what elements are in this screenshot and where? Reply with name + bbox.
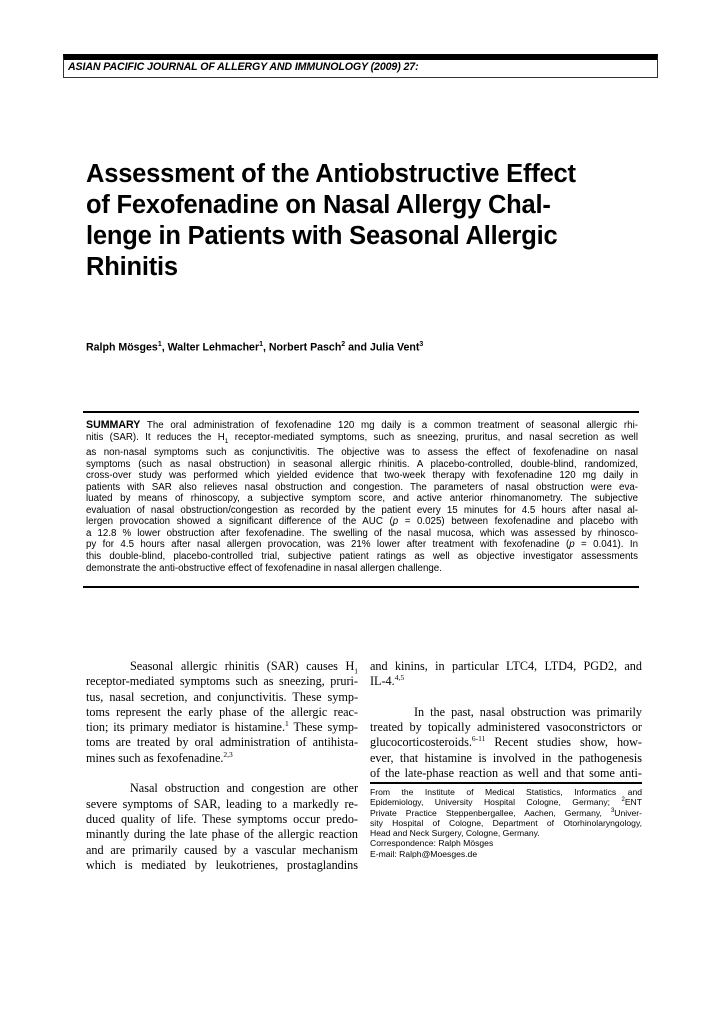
citation-ref: 4,5	[394, 673, 405, 683]
body-line: In the past, nasal obstruction was primarily	[414, 704, 642, 719]
body-line: severe symptoms of SAR, leading to a markedly re-	[86, 796, 358, 811]
body-line: Nasal obstruction and congestion are other	[130, 781, 358, 796]
body-line: tus, nasal secretion, and conjunctivitis. These symp-	[86, 689, 358, 704]
summary-abstract	[86, 420, 638, 574]
citation-ref: 6-11	[471, 734, 486, 744]
article-title	[86, 159, 646, 283]
author-separator: and	[345, 341, 370, 354]
summary-text: nitis (SAR). It reduces the H	[86, 431, 225, 443]
body-column-left	[86, 659, 358, 873]
footnote-line: sity Hospital of Cologne, Department of Otorhinolaryngology,	[370, 817, 642, 828]
author-list	[86, 341, 423, 354]
author-affiliation: 2	[341, 341, 346, 348]
summary-heading: SUMMARY	[86, 419, 141, 431]
footnote-text: ENT	[624, 797, 642, 808]
body-line: toms represent the early phase of the allergic reac-	[86, 704, 358, 719]
summary-line: demonstrate the anti-obstructive effect of fexofenadine in nasal allergen challenge.	[86, 562, 442, 574]
body-text: Seasonal allergic rhinitis (SAR) causes H	[130, 659, 355, 673]
body-line: minantly during the late phase of the allergic reaction	[86, 827, 358, 842]
body-line: which is mediated by leukotrienes, prostaglandins	[86, 857, 358, 872]
summary-line: this double-blind, placebo-controlled trial, subjective patient ratings as well as objective investigator assessments	[86, 550, 638, 562]
author-separator: ,	[262, 341, 269, 354]
p-value-symbol: p	[569, 539, 575, 551]
correspondence: Correspondence: Ralph Mösges	[370, 838, 494, 849]
body-text: tion; its primary mediator is histamine.	[86, 720, 286, 735]
footnote-text: Epidemiology, University Hospital Cologne, Germany;	[370, 797, 622, 808]
subscript: 1	[224, 437, 229, 445]
email-address: E-mail: Ralph@Moesges.de	[370, 848, 478, 859]
footnote-text: Univer-	[614, 807, 642, 818]
body-line: and kinins, in particular LTC4, LTD4, PGD2, and	[370, 659, 642, 673]
body-text: These symp-	[288, 720, 358, 735]
author-name: Ralph Mösges	[86, 341, 158, 354]
body-line: treated by topically administered vasoconstrictors or	[370, 720, 642, 735]
summary-line: a 12.8 % lower obstruction after fexofenadine. The swelling of the nasal mucosa, which was assessed by rhinosco-	[86, 527, 638, 539]
author-name: Walter Lehmacher	[167, 341, 260, 354]
body-line: toms are treated by oral administration of antihista-	[86, 735, 358, 750]
summary-line: luated by means of rhinoscopy, a subjective symptom score, and active anterior rhinomanometry. The subjective	[86, 493, 638, 505]
title-line: Rhinitis	[86, 253, 178, 281]
body-line: ever, that histamine is involved in the pathogenesis	[370, 750, 642, 765]
footnote-line	[370, 797, 642, 807]
summary-text: The oral administration of fexofenadine 120 mg daily is a common treatment of seasonal allergic rhi-	[140, 420, 638, 431]
body-line	[370, 674, 642, 689]
summary-text: receptor-mediated symptoms, such as sneezing, pruritus, and nasal secretion as well	[228, 431, 638, 443]
author-affiliation: 1	[157, 341, 162, 348]
body-line	[86, 751, 358, 766]
subscript: 1	[354, 666, 358, 676]
footnote-line	[370, 808, 642, 818]
body-column-right	[370, 659, 642, 781]
body-text: IL-4.	[370, 674, 395, 689]
footnote-line: From the Institute of Medical Statistics, Informatics and	[370, 787, 642, 797]
title-line: lenge in Patients with Seasonal Allergic	[86, 222, 558, 250]
affiliation-footnote	[370, 787, 642, 859]
footnote-rule	[370, 782, 642, 784]
summary-bottom-rule	[83, 586, 639, 588]
author-separator: ,	[161, 341, 168, 354]
body-line: of the late-phase reaction as well and that some anti-	[370, 766, 642, 781]
summary-line: cross-over study was performed which yielded evidence that two-week therapy with fexofenadine 120 mg daily in	[86, 470, 638, 482]
summary-line: as non-nasal symptoms such as conjunctivitis. The objective was to assess the effect of fexofenadine on nasal	[86, 447, 638, 459]
summary-line	[86, 420, 638, 432]
citation-ref: 2,3	[223, 749, 233, 759]
summary-line	[86, 516, 638, 528]
summary-text: py for 4.5 hours after nasal allergen provocation, was 21% lower after treatment with fexofenadine (	[86, 539, 570, 551]
affiliation-marker: 3	[610, 807, 615, 814]
author-affiliation: 3	[419, 341, 424, 348]
journal-running-head: ASIAN PACIFIC JOURNAL OF ALLERGY AND IMMUNOLOGY (2009) 27:	[68, 61, 419, 73]
body-line	[86, 720, 358, 735]
journal-header-bar	[63, 54, 658, 78]
summary-text: = 0.041). In	[574, 539, 638, 551]
body-line: duced quality of life. These symptoms occur predo-	[86, 811, 358, 826]
footnote-line: Head and Neck Surgery, Cologne, Germany.	[370, 828, 540, 839]
author-affiliation: 1	[259, 341, 263, 348]
summary-line	[86, 432, 638, 447]
body-line	[86, 659, 358, 674]
footnote-text: Private Practice Steppenbergallee, Aachen, Germany,	[370, 807, 611, 818]
summary-text: = 0.025) between fexofenadine and placebo with	[398, 516, 638, 528]
body-line: and are primarily caused by a vascular mechanism	[86, 842, 358, 857]
author-name: Julia Vent	[369, 341, 420, 354]
affiliation-marker: 2	[621, 797, 625, 804]
body-line: receptor-mediated symptoms such as sneezing, pruri-	[86, 674, 358, 689]
body-line	[370, 735, 642, 750]
summary-line	[86, 539, 638, 551]
body-text: mines such as fexofenadine.	[86, 750, 224, 765]
summary-top-rule	[83, 411, 639, 413]
summary-line: symptoms (such as nasal obstruction) in seasonal allergic rhinitis. A placebo-controlled, double-blind, randomized,	[86, 458, 638, 470]
summary-line: patients with SAR also relieves nasal obstruction and congestion. The parameters of nasal obstruction were eva-	[86, 481, 638, 493]
title-line: Assessment of the Antiobstructive Effect	[86, 160, 576, 188]
author-name: Norbert Pasch	[268, 341, 342, 354]
body-text: glucocorticosteroids.	[370, 735, 472, 750]
p-value-symbol: p	[392, 516, 399, 528]
summary-line: evaluation of nasal obstruction/congestion as recorded by the patient every 15 minutes for 4.5 hours after nasal al-	[86, 504, 638, 516]
summary-text: lergen provocation showed a significant difference of the AUC (	[86, 516, 393, 528]
citation-ref: 1	[285, 719, 289, 729]
body-text: Recent studies show, how-	[485, 735, 642, 750]
title-line: of Fexofenadine on Nasal Allergy Chal-	[86, 191, 551, 219]
